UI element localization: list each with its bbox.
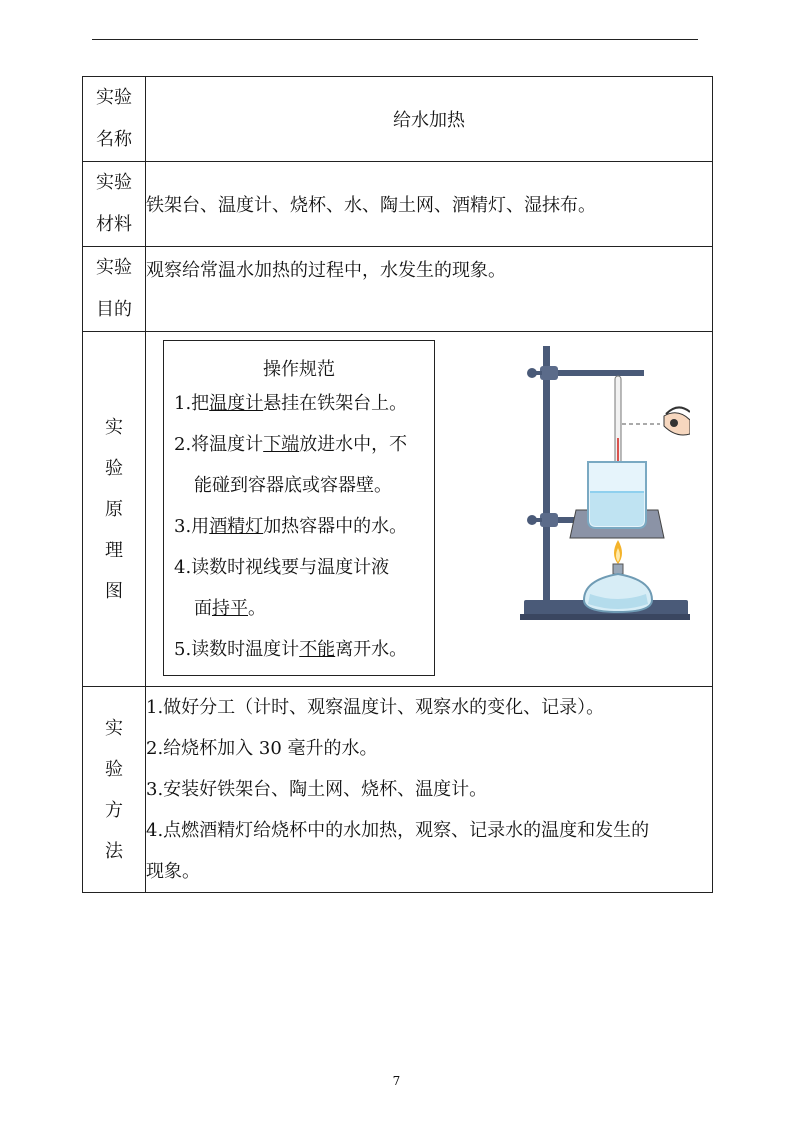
experiment-table	[82, 76, 713, 893]
stand-rod	[543, 346, 550, 602]
rule-item-continued: 能碰到容器底或容器壁。	[194, 475, 392, 496]
rule-item-continued: 面持平。	[194, 598, 266, 619]
beaker	[588, 462, 646, 528]
operation-rules-title: 操作规范	[263, 359, 335, 380]
row-purpose	[83, 247, 713, 332]
row-materials	[83, 162, 713, 247]
purpose-value: 观察给常温水加热的过程中，水发生的现象。	[146, 260, 506, 281]
eye-icon	[664, 407, 690, 435]
method-steps	[146, 687, 712, 892]
flame-icon	[614, 540, 622, 564]
row-experiment-name	[83, 77, 713, 162]
row-method	[83, 687, 713, 893]
label-principle-diagram: 实 验 原 理 图	[83, 332, 146, 687]
heating-apparatus-illustration	[514, 342, 690, 648]
label-experiment-name: 实验 名称	[83, 77, 146, 162]
method-step-continued: 现象。	[146, 861, 200, 882]
header-rule	[92, 39, 698, 40]
label-method: 实 验 方 法	[83, 687, 146, 893]
rule-item: 4.读数时视线要与温度计液	[174, 557, 390, 578]
thermometer-clamp-arm	[546, 370, 644, 376]
label-purpose: 实验 目的	[83, 247, 146, 332]
method-step: 2.给烧杯加入 30 毫升的水。	[146, 738, 378, 759]
rule-item: 2.将温度计下端放进水中，不	[174, 434, 408, 455]
page-number: 7	[392, 1074, 401, 1088]
rule-item: 3.用酒精灯加热容器中的水。	[174, 516, 408, 537]
experiment-name-value: 给水加热	[146, 77, 713, 162]
method-step: 4.点燃酒精灯给烧杯中的水加热，观察、记录水的温度和发生的	[146, 820, 650, 841]
method-step: 1.做好分工（计时、观察温度计、观察水的变化、记录）。	[146, 697, 605, 718]
principle-cell	[146, 332, 713, 687]
rule-item: 1.把温度计悬挂在铁架台上。	[174, 393, 408, 414]
operation-rules-box	[163, 340, 435, 676]
label-materials: 实验 材料	[83, 162, 146, 247]
method-step: 3.安装好铁架台、陶土网、烧杯、温度计。	[146, 779, 488, 800]
materials-value: 铁架台、温度计、烧杯、水、陶土网、酒精灯、湿抹布。	[146, 162, 713, 247]
rule-item: 5.读数时温度计不能离开水。	[174, 639, 408, 660]
purpose-cell	[146, 247, 713, 332]
method-cell	[146, 687, 713, 893]
alcohol-lamp	[584, 564, 652, 612]
operation-rules-list	[164, 383, 434, 670]
row-principle-diagram	[83, 332, 713, 687]
